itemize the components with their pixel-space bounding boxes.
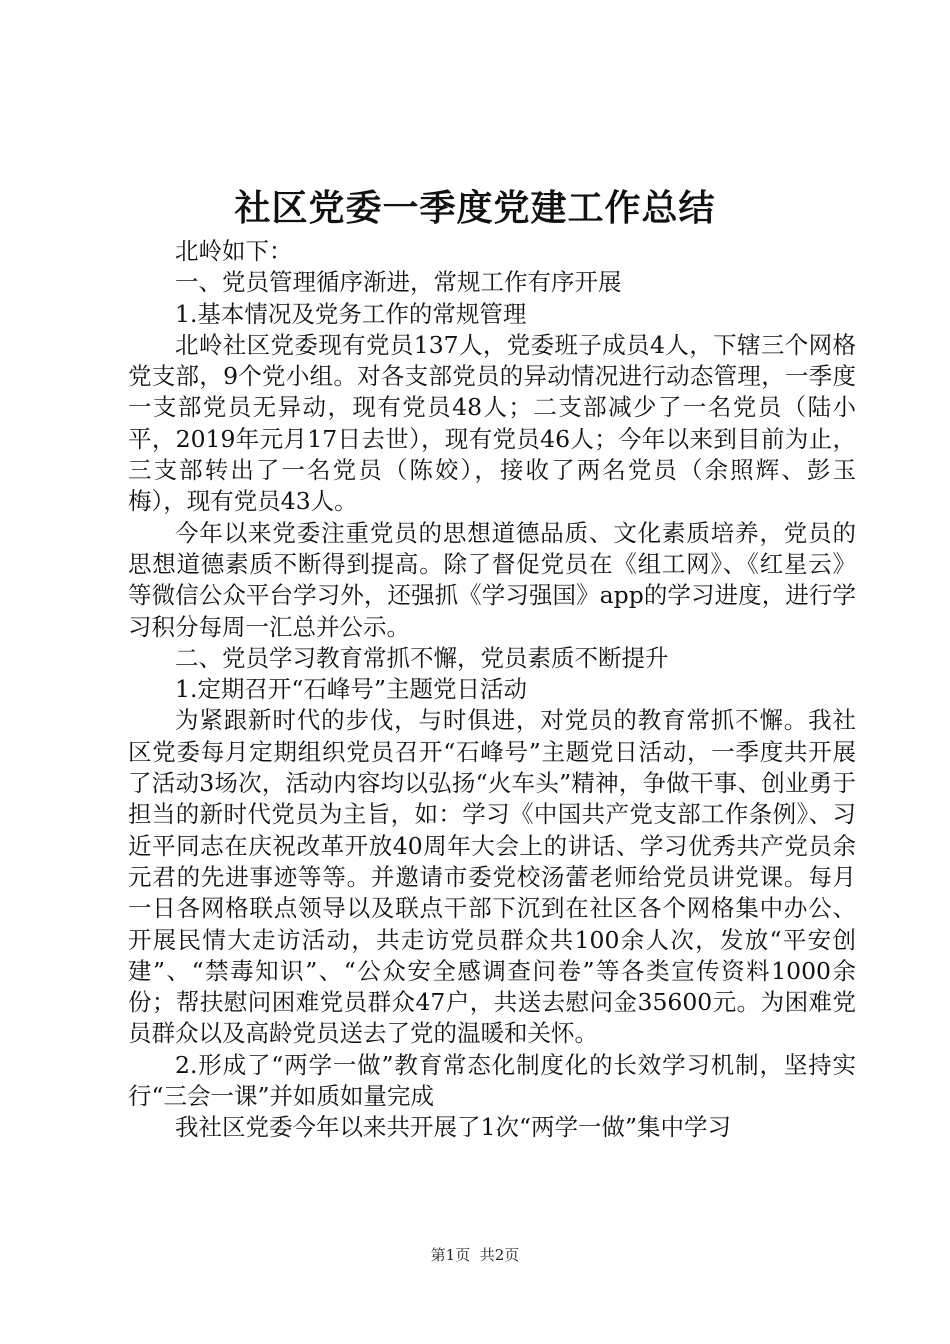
subsection-heading: 1.基本情况及党务工作的常规管理 — [175, 299, 527, 328]
subsection-heading: 1.定期召开“石峰号”主题党日活动 — [175, 675, 527, 704]
paragraph: 今年以来党委注重党员的思想道德品质、文化素质培养，党员的思想道德素质不断得到提高。除了督促党员在《组工网》、《红星云》等微信公众平台学习外，还强抓《学习强国》app的学习进度，进行学习积分每周一汇总并公示。 — [128, 518, 856, 641]
page-total: 共2页 — [479, 1246, 520, 1264]
paragraph: 为紧跟新时代的步伐，与时俱进，对党员的教育常抓不懈。我社区党委每月定期组织党员召开“石峰号”主题党日活动，一季度共开展了活动3场次，活动内容均以弘扬“火车头”精神，争做干事、创业勇于担当的新时代党员为主旨，如：学习《中国共产党支部工作条例》、习近平同志在庆祝改革开放40周年大会上的讲话、学习优秀共产党员余元君的先进事迹等等。并邀请市委党校汤蕾老师给党员讲党课。每月一日各网格联点领导以及联点干部下沉到在社区各个网格集中办公、开展民情大走访活动，共走访党员群众共100余人次，发放“平安创建”、“禁毒知识”、“公众安全感调查问卷”等各类宣传资料1000余份；帮扶慰问困难党员群众47户，共送去慰问金35600元。为困难党员群众以及高龄党员送去了党的温暖和关怀。 — [128, 706, 856, 1048]
paragraph: 我社区党委今年以来共开展了1次“两学一做”集中学习 — [175, 1113, 731, 1142]
subsection-heading: 2.形成了“两学一做”教育常态化制度化的长效学习机制，坚持实行“三会一课”并如质如量完成 — [128, 1050, 856, 1111]
paragraph: 北岭社区党委现有党员137人，党委班子成员4人，下辖三个网格党支部，9个党小组。对各支部党员的异动情况进行动态管理，一季度一支部党员无异动，现有党员48人；二支部减少了一名党员（陆小平，2019年元月17日去世），现有党员46人；今年以来到目前为止，三支部转出了一名党员（陈姣），接收了两名党员（余照辉、彭玉梅），现有党员43人。 — [128, 330, 856, 516]
paragraph: 北岭如下： — [175, 237, 293, 265]
document-title: 社区党委一季度党建工作总结 — [234, 187, 716, 229]
page-number: 第1页 — [430, 1246, 471, 1264]
section-heading: 一、党员管理循序渐进，常规工作有序开展 — [175, 268, 622, 297]
section-heading: 二、党员学习教育常抓不懈，党员素质不断提升 — [175, 643, 669, 672]
document-body — [128, 236, 856, 1144]
page-footer — [0, 1245, 950, 1265]
